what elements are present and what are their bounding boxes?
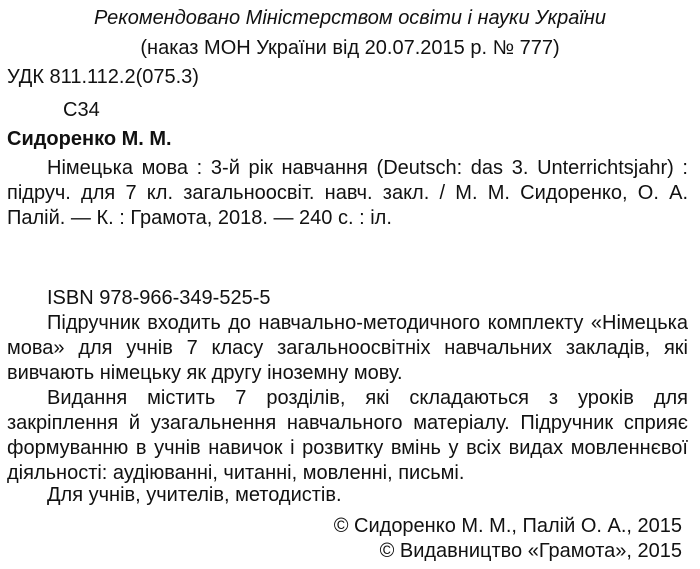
- ministry-recommendation: Рекомендовано Міністерством освіти і науки України: [94, 7, 606, 29]
- isbn: ISBN 978-966-349-525-5: [47, 287, 271, 309]
- author-sign-code: С34: [63, 99, 100, 121]
- abstract-paragraph-1: Підручник входить до навчально-методичного комплекту «Німецька мова» для учнів 7 класу загальноосвітніх навчальних закладів, які вивчають німецьку як другу іноземну мову.: [7, 312, 688, 384]
- udc-code: УДК 811.112.2(075.3): [7, 66, 199, 88]
- ministry-order: (наказ МОН України від 20.07.2015 р. № 777): [140, 37, 560, 59]
- abstract-paragraph-2: Видання містить 7 розділів, які складаються з уроків для закріплення й узагальнення навчального матеріалу. Підручник сприяє формуванню в учнів навичок і розвитку вмінь у всіх видах мовленнєвої діяльності: аудіюванні, читанні, мовленні, письмі.: [7, 387, 688, 484]
- author-heading: Сидоренко М. М.: [7, 128, 172, 150]
- bibliographic-description: Німецька мова : 3-й рік навчання (Deutsch: das 3. Unterrichtsjahr) : підруч. для 7 кл. загальноосвіт. навч. закл. / М. М. Сидоренко, О. А. Палій. — К. : Грамота, 2018. — 240 с. : іл.: [7, 157, 688, 229]
- abstract-audience: Для учнів, учителів, методистів.: [47, 484, 342, 506]
- copyright-publisher: © Видавництво «Грамота», 2015: [379, 540, 682, 562]
- copyright-authors: © Сидоренко М. М., Палій О. А., 2015: [333, 515, 682, 537]
